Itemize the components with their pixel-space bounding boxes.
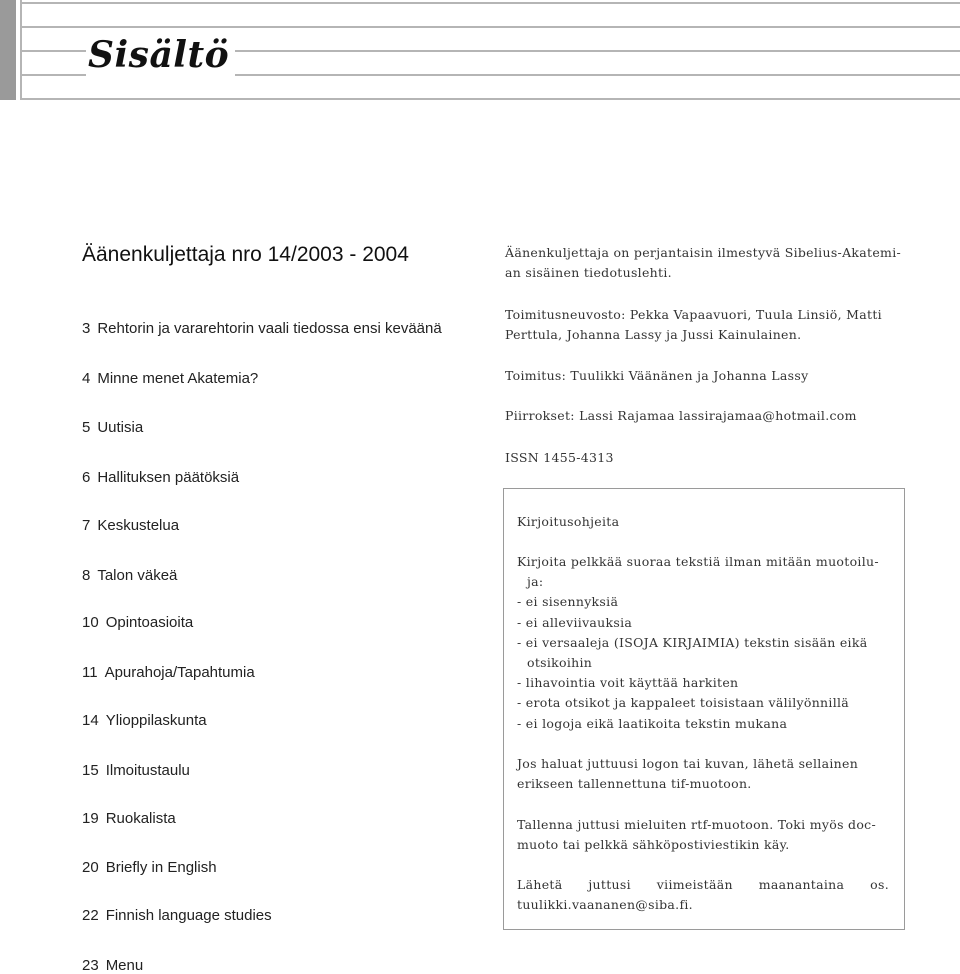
guideline-rule: - erota otsikot ja kappaleet toisistaan välilyönnillä bbox=[517, 695, 850, 711]
guideline-rule: - lihavointia voit käyttää harkiten bbox=[517, 675, 739, 691]
toc-item[interactable] bbox=[82, 419, 143, 436]
toc-page-number: 19 bbox=[82, 810, 99, 827]
toc-page-number: 6 bbox=[82, 469, 91, 486]
toc-item[interactable] bbox=[82, 664, 255, 681]
ruled-line bbox=[22, 2, 960, 4]
toc-page-number: 23 bbox=[82, 957, 99, 974]
toc-page-number: 8 bbox=[82, 567, 91, 584]
toc-item[interactable] bbox=[82, 517, 179, 534]
toc-item[interactable] bbox=[82, 957, 143, 974]
illustrations-credit: Piirrokset: Lassi Rajamaa lassirajamaa@hotmail.com bbox=[505, 408, 857, 423]
board-line: Perttula, Johanna Lassy ja Jussi Kainulainen. bbox=[505, 327, 802, 342]
toc-label: Finnish language studies bbox=[105, 907, 272, 924]
guideline-rule: - ei alleviivauksia bbox=[517, 614, 633, 630]
toc-item[interactable] bbox=[82, 469, 239, 486]
toc-label: Talon väkeä bbox=[97, 567, 178, 584]
format-line: muoto tai pelkkä sähköpostiviestikin käy. bbox=[517, 837, 790, 853]
toc-item[interactable] bbox=[82, 320, 442, 337]
board-line: Toimitusneuvosto: Pekka Vapaavuori, Tuula Linsiö, Matti bbox=[505, 307, 882, 322]
toc-page-number: 7 bbox=[82, 517, 91, 534]
toc-page-number: 14 bbox=[82, 712, 99, 729]
format-line: Tallenna juttusi mieluiten rtf-muotoon. Toki myös doc- bbox=[517, 817, 877, 832]
toc-label: Ylioppilaskunta bbox=[105, 712, 207, 729]
issue-title: Äänenkuljettaja nro 14/2003 - 2004 bbox=[82, 243, 409, 266]
page-title: Sisältö bbox=[86, 34, 235, 76]
toc-page-number: 15 bbox=[82, 762, 99, 779]
publisher-line: an sisäinen tiedotuslehti. bbox=[505, 265, 672, 280]
toc-page-number: 5 bbox=[82, 419, 91, 436]
toc-page-number: 10 bbox=[82, 614, 99, 631]
toc-label: Minne menet Akatemia? bbox=[97, 370, 259, 387]
toc-label: Opintoasioita bbox=[105, 614, 194, 631]
toc-label: Rehtorin ja vararehtorin vaali tiedossa ensi keväänä bbox=[97, 320, 442, 337]
toc-label: Briefly in English bbox=[105, 859, 217, 876]
toc-item[interactable] bbox=[82, 567, 177, 584]
logo-instructions bbox=[517, 754, 889, 794]
toc-label: Ruokalista bbox=[105, 810, 176, 827]
toc-page-number: 3 bbox=[82, 320, 91, 337]
guideline-rule: - ei versaaleja (ISOJA KIRJAIMIA) tekstin sisään eikä bbox=[517, 634, 868, 650]
guideline-rule: - ei logoja eikä laatikoita tekstin mukana bbox=[517, 715, 788, 731]
toc-page-number: 11 bbox=[82, 664, 98, 681]
toc-page-number: 20 bbox=[82, 859, 99, 876]
ruled-line bbox=[22, 98, 960, 100]
guidelines-heading: Kirjoitusohjeita bbox=[517, 514, 620, 529]
toc-item[interactable] bbox=[82, 859, 217, 876]
format-instructions bbox=[517, 815, 889, 855]
guidelines-intro: ja: bbox=[527, 574, 544, 590]
toc-item[interactable] bbox=[82, 370, 258, 387]
toc-page-number: 22 bbox=[82, 907, 99, 924]
toc-item[interactable] bbox=[82, 762, 190, 779]
toc-item[interactable] bbox=[82, 810, 176, 827]
toc-label: Apurahoja/Tapahtumia bbox=[104, 664, 255, 681]
binder-bar bbox=[0, 0, 16, 100]
ruled-line bbox=[22, 26, 960, 28]
toc-page-number: 4 bbox=[82, 370, 91, 387]
publisher-line: Äänenkuljettaja on perjantaisin ilmestyvä Sibelius-Akatemi- bbox=[505, 245, 902, 260]
toc-label: Hallituksen päätöksiä bbox=[97, 469, 240, 486]
issn: ISSN 1455-4313 bbox=[505, 450, 614, 465]
toc-item[interactable] bbox=[82, 712, 207, 729]
toc-label: Keskustelua bbox=[97, 517, 180, 534]
guidelines-intro: Kirjoita pelkkää suoraa tekstiä ilman mitään muotoilu- bbox=[517, 554, 879, 569]
deadline-line: Lähetä juttusi viimeistään maanantaina os. bbox=[517, 877, 889, 892]
toc-item[interactable] bbox=[82, 907, 272, 924]
toc-label: Uutisia bbox=[97, 419, 144, 436]
editorial-board bbox=[505, 305, 910, 345]
guideline-rule: otsikoihin bbox=[527, 655, 593, 671]
logo-line: Jos haluat juttuusi logon tai kuvan, lähetä sellainen bbox=[517, 756, 859, 771]
publisher-info bbox=[505, 243, 910, 283]
guidelines-rules bbox=[517, 552, 889, 734]
deadline-email[interactable]: tuulikki.vaananen@siba.fi. bbox=[517, 897, 693, 913]
toc-label: Menu bbox=[105, 957, 144, 974]
logo-line: erikseen tallennettuna tif-muotoon. bbox=[517, 776, 752, 792]
deadline-instructions bbox=[517, 875, 889, 915]
toc-label: Ilmoitustaulu bbox=[105, 762, 190, 779]
editors: Toimitus: Tuulikki Väänänen ja Johanna Lassy bbox=[505, 368, 809, 383]
guideline-rule: - ei sisennyksiä bbox=[517, 594, 619, 610]
toc-item[interactable] bbox=[82, 614, 193, 631]
